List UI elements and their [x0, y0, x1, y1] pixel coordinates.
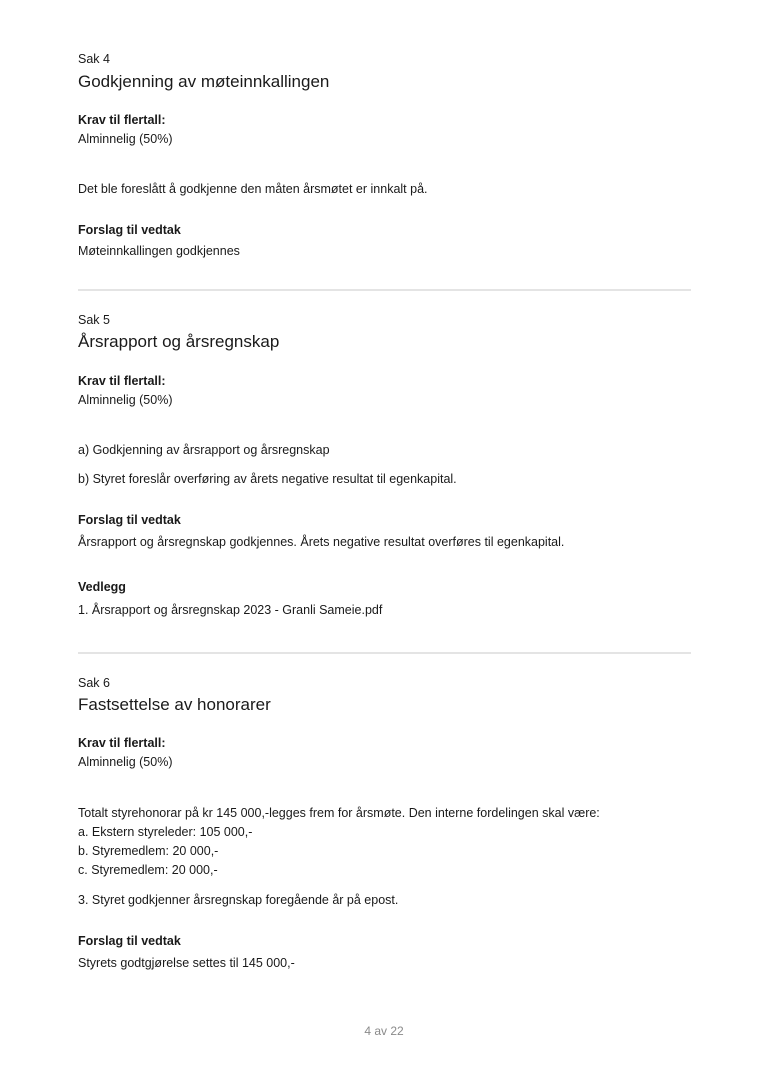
majority-heading: Krav til flertall: [78, 113, 166, 127]
section-divider [78, 652, 691, 654]
section-title: Årsrapport og årsregnskap [78, 332, 280, 351]
section-title: Godkjenning av møteinnkallingen [78, 72, 330, 91]
page-indicator: 4 av 22 [364, 1024, 404, 1038]
section-description: Det ble foreslått å godkjenne den måten årsmøtet er innkalt på. [78, 182, 428, 196]
proposal-text: Styrets godtgjørelse settes til 145 000,- [78, 956, 295, 970]
majority-value: Alminnelig (50%) [78, 393, 173, 407]
section-label: Sak 6 [78, 676, 110, 690]
section-label: Sak 5 [78, 313, 110, 327]
attachments-heading: Vedlegg [78, 580, 126, 594]
section-divider [78, 289, 691, 291]
section-description: b) Styret foreslår overføring av årets negative resultat til egenkapital. [78, 472, 457, 486]
section-description: a. Ekstern styreleder: 105 000,- [78, 825, 253, 839]
proposal-heading: Forslag til vedtak [78, 223, 181, 237]
majority-value: Alminnelig (50%) [78, 132, 173, 146]
proposal-heading: Forslag til vedtak [78, 934, 181, 948]
proposal-text: Årsrapport og årsregnskap godkjennes. Årets negative resultat overføres til egenkapital. [78, 535, 565, 549]
majority-heading: Krav til flertall: [78, 374, 166, 388]
section-label: Sak 4 [78, 52, 110, 66]
majority-heading: Krav til flertall: [78, 736, 166, 750]
section-title: Fastsettelse av honorarer [78, 695, 271, 714]
proposal-heading: Forslag til vedtak [78, 513, 181, 527]
proposal-text: Møteinnkallingen godkjennes [78, 244, 240, 258]
section-description: b. Styremedlem: 20 000,- [78, 844, 219, 858]
majority-value: Alminnelig (50%) [78, 755, 173, 769]
section-description: a) Godkjenning av årsrapport og årsregnskap [78, 443, 330, 457]
attachment-link[interactable]: 1. Årsrapport og årsregnskap 2023 - Granli Sameie.pdf [78, 603, 383, 617]
section-description: 3. Styret godkjenner årsregnskap foregående år på epost. [78, 893, 399, 907]
section-description: Totalt styrehonorar på kr 145 000,-legges frem for årsmøte. Den interne fordelingen skal være: [78, 806, 600, 820]
section-description: c. Styremedlem: 20 000,- [78, 863, 218, 877]
